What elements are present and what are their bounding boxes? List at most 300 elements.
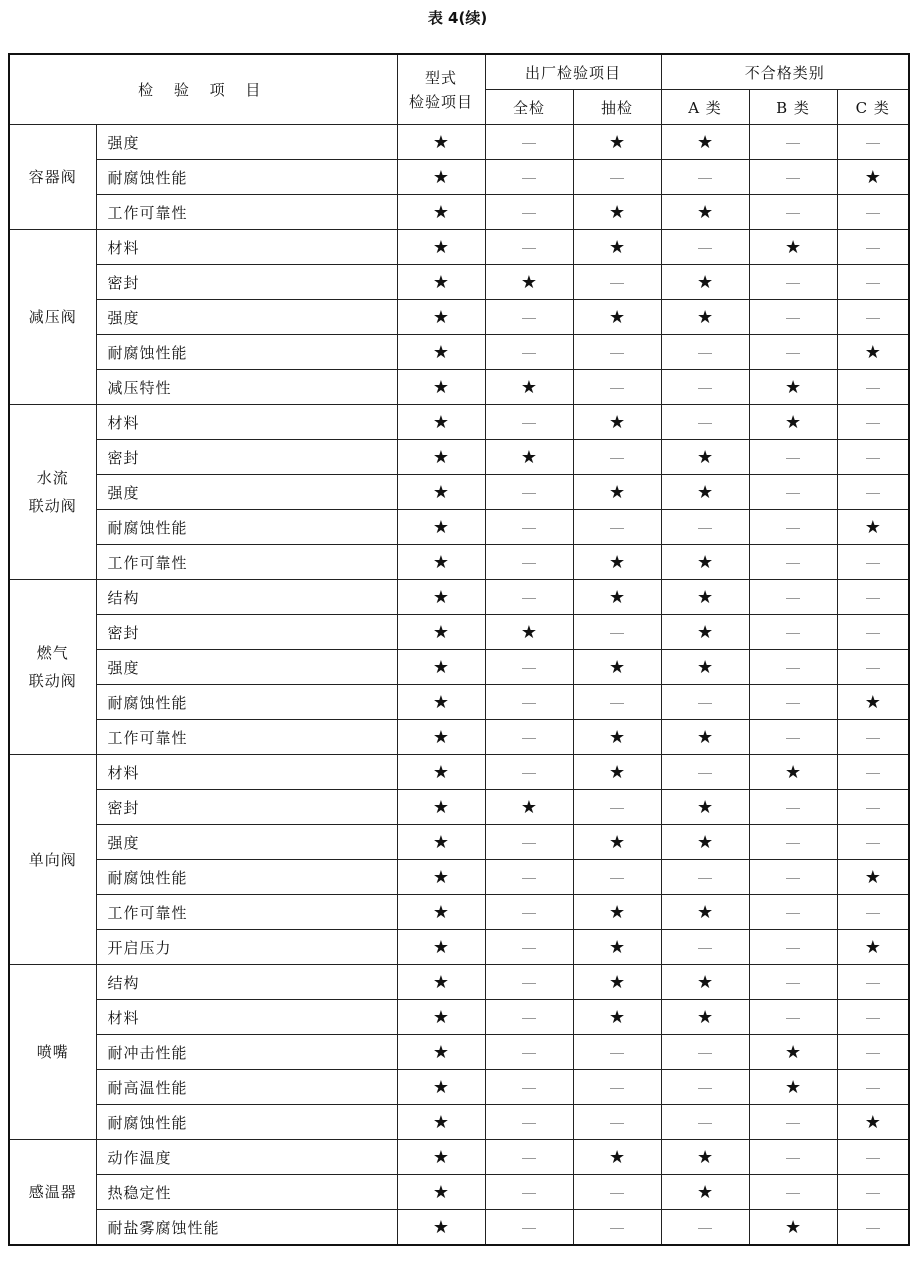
mark-cell [837,930,909,965]
mark-cell [573,475,661,510]
dash-icon [786,703,800,704]
mark-cell [661,790,749,825]
star-icon: ★ [864,691,881,713]
dash-icon [698,878,712,879]
inspection-item-name: 工作可靠性 [96,895,397,930]
star-icon: ★ [696,796,714,818]
dash-icon [786,143,800,144]
dash-icon [610,633,624,634]
mark-cell [573,1035,661,1070]
mark-cell [485,405,573,440]
dash-icon [786,633,800,634]
dash-icon [786,843,800,844]
mark-cell [749,1140,837,1175]
mark-cell [397,545,485,580]
mark-cell [573,685,661,720]
star-icon: ★ [608,831,626,853]
mark-cell [397,965,485,1000]
mark-cell [837,860,909,895]
mark-cell [573,755,661,790]
star-icon: ★ [432,481,450,503]
dash-icon [610,1193,624,1194]
table-row [9,860,909,895]
inspection-item-name: 强度 [96,475,397,510]
star-icon: ★ [784,1041,802,1063]
table-row [9,755,909,790]
mark-cell [397,440,485,475]
mark-cell [397,265,485,300]
mark-cell [397,755,485,790]
group-label [9,230,96,405]
mark-cell [573,650,661,685]
inspection-item-name: 耐冲击性能 [96,1035,397,1070]
dash-icon [786,738,800,739]
table-row [9,545,909,580]
dash-icon [522,1053,536,1054]
dash-icon [786,598,800,599]
star-icon: ★ [432,1006,450,1028]
star-icon: ★ [432,1216,450,1238]
inspection-item-name: 密封 [96,615,397,650]
dash-icon [698,1088,712,1089]
dash-icon [522,1158,536,1159]
group-label-line: 燃气 [36,644,69,662]
mark-cell [397,895,485,930]
dash-icon [866,598,880,599]
star-icon: ★ [608,726,626,748]
mark-cell [397,930,485,965]
mark-cell [661,685,749,720]
inspection-item-name: 热稳定性 [96,1175,397,1210]
star-icon: ★ [696,481,714,503]
mark-cell [485,1140,573,1175]
inspection-item-name: 强度 [96,300,397,335]
dash-icon [698,528,712,529]
mark-cell [837,1070,909,1105]
mark-cell [749,300,837,335]
star-icon: ★ [784,1216,802,1238]
mark-cell [661,370,749,405]
dash-icon [610,353,624,354]
mark-cell [485,790,573,825]
star-icon: ★ [784,411,802,433]
mark-cell [397,1035,485,1070]
mark-cell [837,825,909,860]
mark-cell [661,615,749,650]
star-icon: ★ [432,166,450,188]
dash-icon [522,493,536,494]
dash-icon [522,843,536,844]
table-row [9,475,909,510]
mark-cell [661,1175,749,1210]
star-icon: ★ [608,901,626,923]
dash-icon [522,1123,536,1124]
mark-cell [837,545,909,580]
group-label [9,125,96,230]
group-label [9,965,96,1140]
dash-icon [522,318,536,319]
dash-icon [522,423,536,424]
star-icon: ★ [432,1181,450,1203]
star-icon: ★ [608,201,626,223]
dash-icon [786,458,800,459]
mark-cell [573,1105,661,1140]
header-class-b: B 类 [749,90,837,125]
table-row [9,125,909,160]
mark-cell [485,685,573,720]
mark-cell [397,1140,485,1175]
mark-cell [661,1000,749,1035]
star-icon: ★ [432,901,450,923]
mark-cell [397,1210,485,1246]
group-label-line: 水流 [36,469,69,487]
dash-icon [866,668,880,669]
mark-cell [573,440,661,475]
mark-cell [749,685,837,720]
mark-cell [573,300,661,335]
star-icon: ★ [432,1076,450,1098]
star-icon: ★ [432,201,450,223]
dash-icon [698,353,712,354]
mark-cell [749,510,837,545]
dash-icon [522,668,536,669]
mark-cell [397,580,485,615]
table-row [9,300,909,335]
mark-cell [749,1210,837,1246]
mark-cell [749,440,837,475]
mark-cell [749,720,837,755]
dash-icon [866,1088,880,1089]
mark-cell [485,440,573,475]
star-icon: ★ [608,481,626,503]
mark-cell [485,1070,573,1105]
mark-cell [397,685,485,720]
star-icon: ★ [784,376,802,398]
star-icon: ★ [432,726,450,748]
mark-cell [397,720,485,755]
star-icon: ★ [432,656,450,678]
mark-cell [749,475,837,510]
group-label-line: 喷嘴 [36,1043,69,1061]
dash-icon [786,808,800,809]
star-icon: ★ [608,971,626,993]
header-type-test-line1: 型式 [424,68,457,87]
inspection-item-name: 结构 [96,580,397,615]
mark-cell [573,580,661,615]
mark-cell [573,1070,661,1105]
dash-icon [866,1158,880,1159]
dash-icon [866,143,880,144]
inspection-item-name: 密封 [96,790,397,825]
table-row [9,1210,909,1246]
star-icon: ★ [696,201,714,223]
dash-icon [866,388,880,389]
star-icon: ★ [608,656,626,678]
star-icon: ★ [696,586,714,608]
inspection-item-name: 耐腐蚀性能 [96,685,397,720]
mark-cell [573,965,661,1000]
mark-cell [661,300,749,335]
mark-cell [397,650,485,685]
table-header [9,54,909,125]
mark-cell [485,265,573,300]
header-type-test-line2: 检验项目 [408,92,473,111]
mark-cell [573,720,661,755]
mark-cell [485,125,573,160]
dash-icon [786,283,800,284]
star-icon: ★ [432,516,450,538]
star-icon: ★ [608,551,626,573]
mark-cell [397,510,485,545]
mark-cell [485,895,573,930]
mark-cell [485,335,573,370]
dash-icon [786,528,800,529]
mark-cell [661,930,749,965]
star-icon: ★ [432,761,450,783]
dash-icon [610,178,624,179]
star-icon: ★ [432,341,450,363]
mark-cell [661,1105,749,1140]
mark-cell [485,1210,573,1246]
star-icon: ★ [432,971,450,993]
dash-icon [866,1018,880,1019]
dash-icon [866,808,880,809]
dash-icon [786,318,800,319]
mark-cell [661,195,749,230]
dash-icon [522,1018,536,1019]
mark-cell [485,1175,573,1210]
star-icon: ★ [696,1006,714,1028]
mark-cell [837,650,909,685]
dash-icon [522,248,536,249]
dash-icon [610,388,624,389]
group-label [9,405,96,580]
dash-icon [610,703,624,704]
table-row [9,510,909,545]
group-label-line: 减压阀 [28,308,77,326]
inspection-item-name: 材料 [96,405,397,440]
mark-cell [485,965,573,1000]
group-label [9,580,96,755]
dash-icon [786,878,800,879]
mark-cell [837,300,909,335]
mark-cell [749,370,837,405]
mark-cell [397,615,485,650]
mark-cell [661,1070,749,1105]
mark-cell [749,230,837,265]
mark-cell [661,125,749,160]
mark-cell [485,300,573,335]
mark-cell [749,1035,837,1070]
mark-cell [837,160,909,195]
mark-cell [661,265,749,300]
dash-icon [522,353,536,354]
mark-cell [661,1210,749,1246]
inspection-item-name: 材料 [96,230,397,265]
dash-icon [786,1123,800,1124]
table-row [9,825,909,860]
mark-cell [485,720,573,755]
mark-cell [573,790,661,825]
mark-cell [661,440,749,475]
dash-icon [522,983,536,984]
mark-cell [485,930,573,965]
mark-cell [573,160,661,195]
header-class-c: C 类 [837,90,909,125]
table-body [9,125,909,1246]
mark-cell [397,825,485,860]
table-row [9,1175,909,1210]
mark-cell [397,405,485,440]
dash-icon [786,493,800,494]
table-row [9,1105,909,1140]
mark-cell [485,1035,573,1070]
header-sample-check: 抽检 [573,90,661,125]
mark-cell [661,335,749,370]
inspection-table [8,53,910,1246]
mark-cell [573,825,661,860]
star-icon: ★ [608,131,626,153]
mark-cell [485,475,573,510]
dash-icon [522,213,536,214]
mark-cell [661,510,749,545]
mark-cell [661,895,749,930]
mark-cell [485,860,573,895]
mark-cell [661,160,749,195]
mark-cell [573,1140,661,1175]
mark-cell [485,1000,573,1035]
dash-icon [866,773,880,774]
dash-icon [610,1228,624,1229]
mark-cell [397,230,485,265]
star-icon: ★ [696,271,714,293]
star-icon: ★ [608,411,626,433]
star-icon: ★ [608,586,626,608]
mark-cell [485,580,573,615]
dash-icon [610,283,624,284]
star-icon: ★ [608,306,626,328]
star-icon: ★ [608,1006,626,1028]
star-icon: ★ [696,1181,714,1203]
dash-icon [698,178,712,179]
table-row [9,370,909,405]
dash-icon [522,878,536,879]
header-type-test [397,54,485,125]
mark-cell [573,1175,661,1210]
star-icon: ★ [520,621,538,643]
mark-cell [485,370,573,405]
star-icon: ★ [432,796,450,818]
mark-cell [837,195,909,230]
inspection-item-name: 耐腐蚀性能 [96,160,397,195]
table-row [9,230,909,265]
mark-cell [397,300,485,335]
mark-cell [397,1070,485,1105]
mark-cell [837,440,909,475]
mark-cell [485,160,573,195]
header-nonconform-category: 不合格类别 [661,54,909,90]
dash-icon [698,948,712,949]
table-row [9,930,909,965]
mark-cell [661,650,749,685]
inspection-item-name: 耐盐雾腐蚀性能 [96,1210,397,1246]
mark-cell [749,160,837,195]
inspection-item-name: 耐高温性能 [96,1070,397,1105]
table-row [9,1035,909,1070]
mark-cell [749,1000,837,1035]
mark-cell [837,265,909,300]
mark-cell [837,230,909,265]
dash-icon [866,283,880,284]
mark-cell [837,1000,909,1035]
mark-cell [837,370,909,405]
dash-icon [522,948,536,949]
mark-cell [749,1175,837,1210]
mark-cell [573,930,661,965]
star-icon: ★ [696,306,714,328]
mark-cell [485,195,573,230]
dash-icon [866,983,880,984]
dash-icon [522,563,536,564]
mark-cell [749,580,837,615]
mark-cell [397,370,485,405]
mark-cell [749,335,837,370]
table-row [9,895,909,930]
star-icon: ★ [432,551,450,573]
star-icon: ★ [608,1146,626,1168]
inspection-item-name: 减压特性 [96,370,397,405]
inspection-item-name: 耐腐蚀性能 [96,1105,397,1140]
dash-icon [610,1053,624,1054]
mark-cell [749,615,837,650]
dash-icon [522,913,536,914]
group-label [9,755,96,965]
header-class-a: A 类 [661,90,749,125]
mark-cell [485,615,573,650]
dash-icon [522,178,536,179]
star-icon: ★ [432,376,450,398]
dash-icon [866,913,880,914]
star-icon: ★ [432,411,450,433]
mark-cell [397,195,485,230]
table-row [9,790,909,825]
mark-cell [573,1000,661,1035]
mark-cell [573,230,661,265]
mark-cell [397,1105,485,1140]
mark-cell [837,615,909,650]
mark-cell [749,930,837,965]
mark-cell [397,125,485,160]
mark-cell [397,1175,485,1210]
mark-cell [837,790,909,825]
dash-icon [866,563,880,564]
dash-icon [522,528,536,529]
dash-icon [866,738,880,739]
mark-cell [661,860,749,895]
mark-cell [837,685,909,720]
dash-icon [786,1193,800,1194]
mark-cell [573,405,661,440]
mark-cell [749,1070,837,1105]
star-icon: ★ [432,1111,450,1133]
mark-cell [661,755,749,790]
mark-cell [837,475,909,510]
table-row [9,615,909,650]
dash-icon [786,213,800,214]
star-icon: ★ [520,446,538,468]
dash-icon [866,213,880,214]
mark-cell [837,335,909,370]
